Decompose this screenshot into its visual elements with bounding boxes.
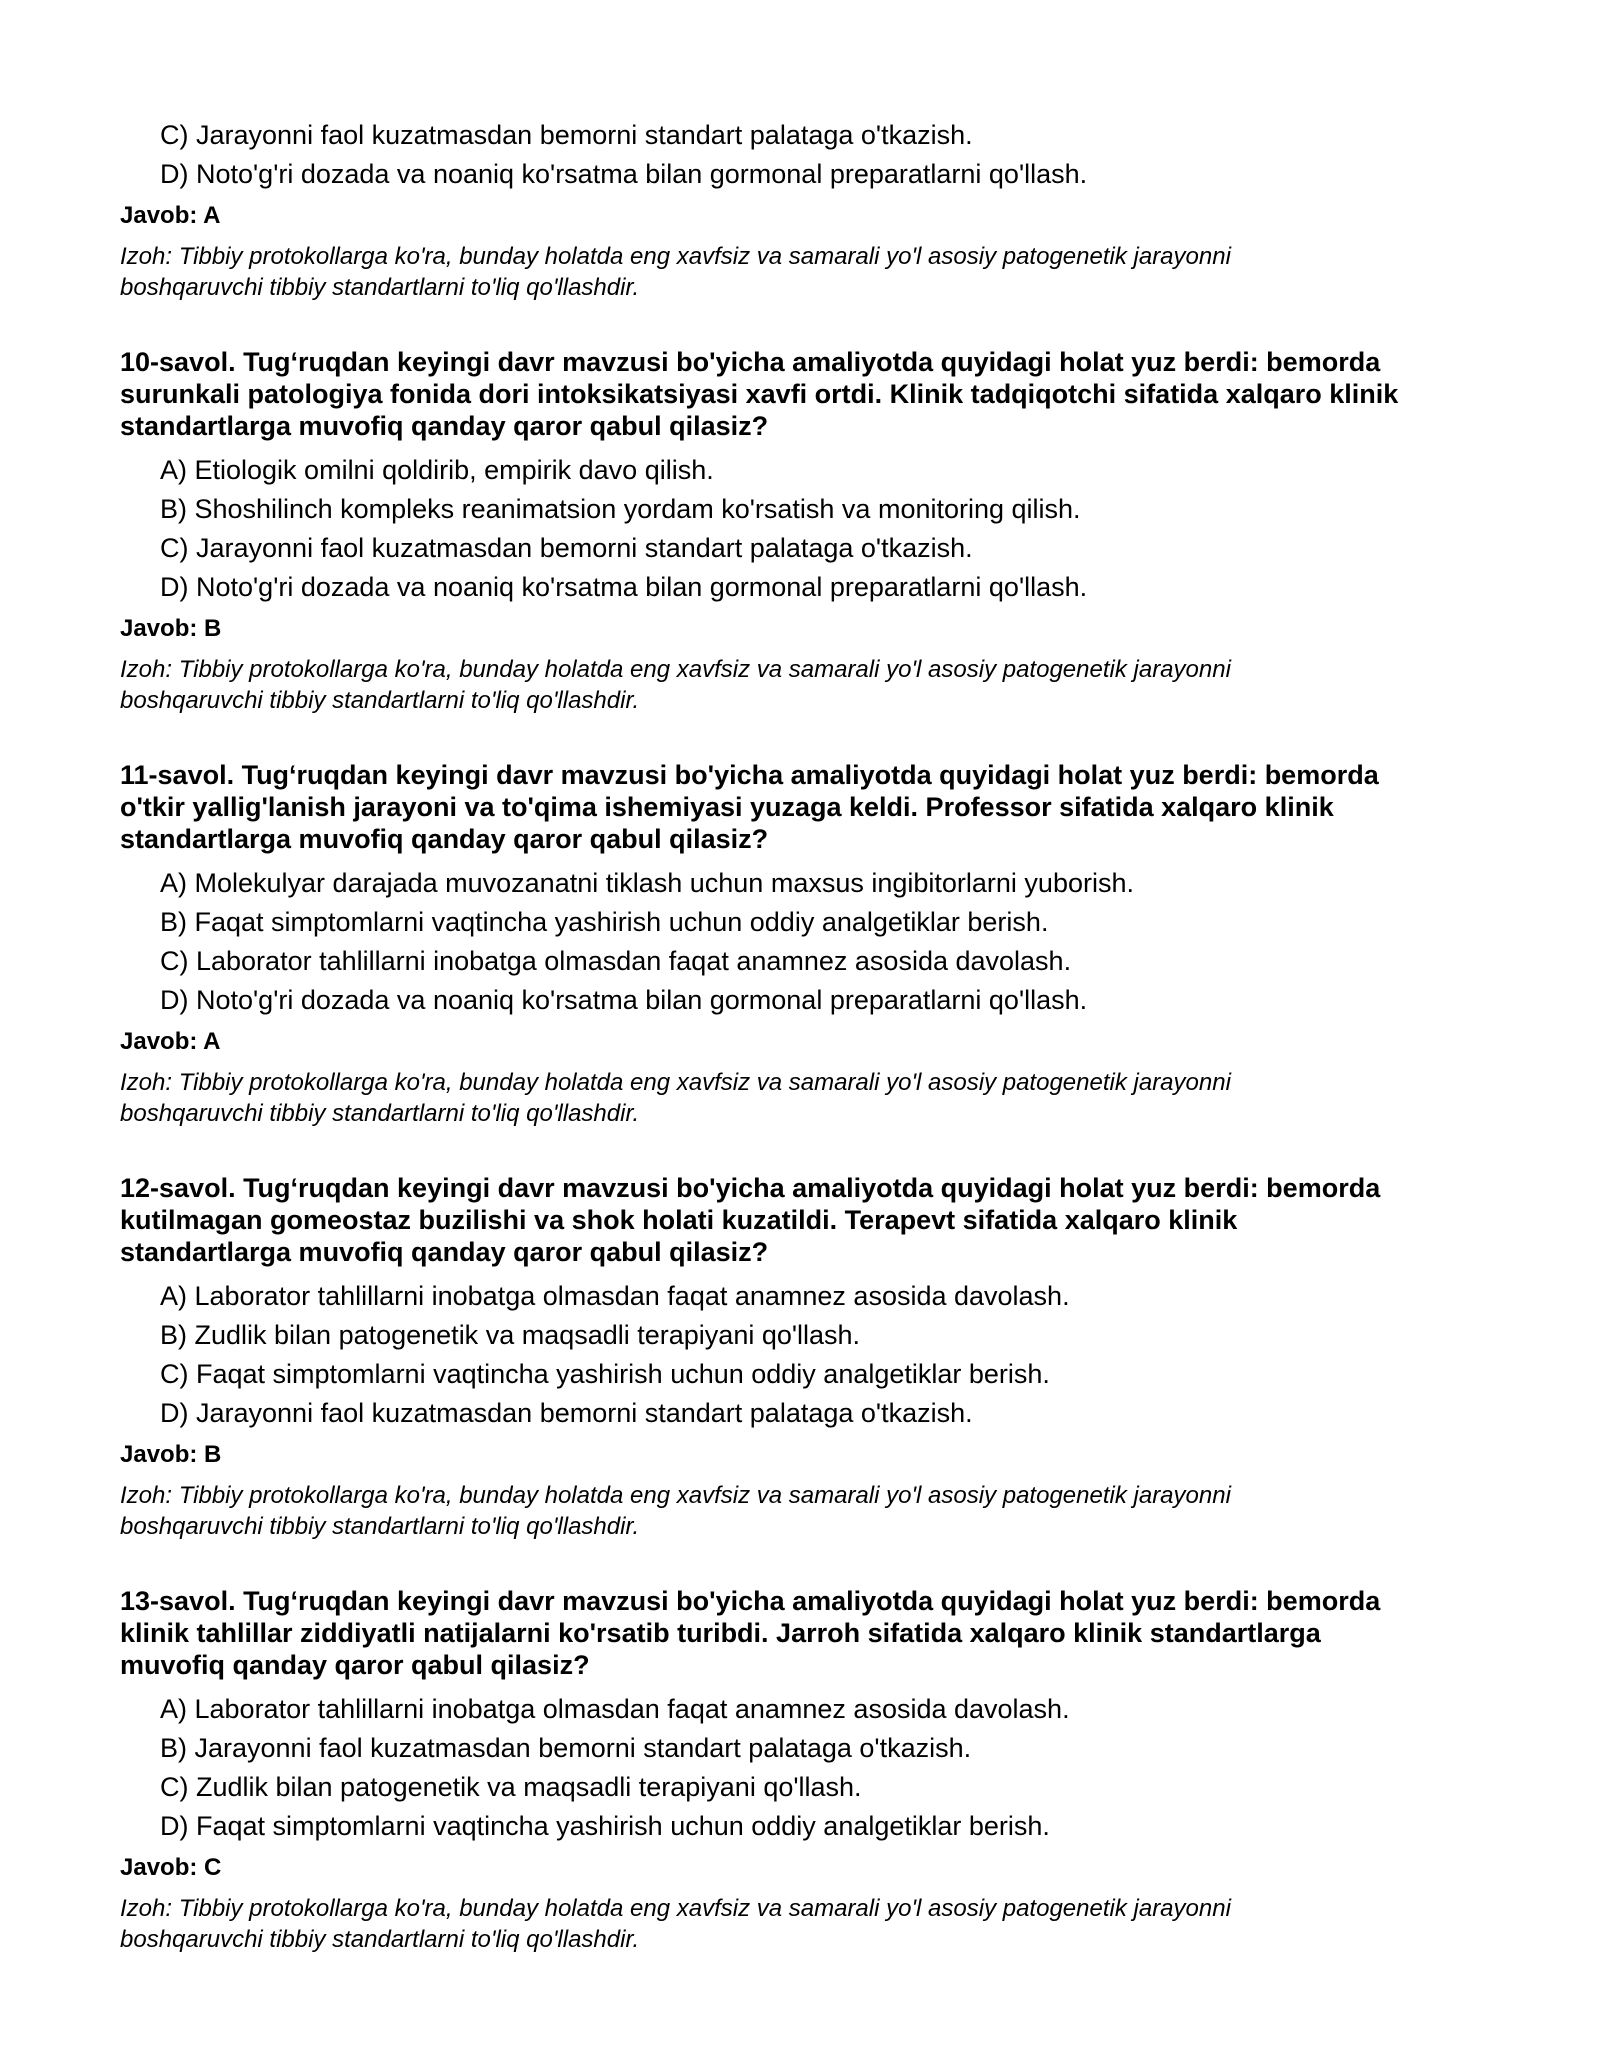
- explanation-line: boshqaruvchi tibbiy standartlarni to'liq qo'llashdir.: [120, 687, 640, 714]
- explanation-line: boshqaruvchi tibbiy standartlarni to'liq qo'llashdir.: [120, 1513, 640, 1540]
- question-line: 13-savol. Tug‘ruqdan keyingi davr mavzusi bo'yicha amaliyotda quyidagi holat yuz berdi: bemorda: [120, 1586, 1381, 1616]
- explanation-line: Izoh: Tibbiy protokollarga ko'ra, bunday holatda eng xavfsiz va samarali yo'l asosiy patogenetik jarayonni: [120, 656, 1231, 683]
- question-line: surunkali patologiya fonida dori intoksikatsiyasi xavfi ortdi. Klinik tadqiqotchi sifatida xalqaro klinik: [120, 379, 1399, 409]
- question-line: 10-savol. Tug‘ruqdan keyingi davr mavzusi bo'yicha amaliyotda quyidagi holat yuz berdi: bemorda: [120, 347, 1381, 377]
- question-line: 11-savol. Tug‘ruqdan keyingi davr mavzusi bo'yicha amaliyotda quyidagi holat yuz berdi: bemorda: [120, 760, 1379, 790]
- question-13: [120, 1585, 1500, 1955]
- option-a: A) Laborator tahlillarni inobatga olmasdan faqat anamnez asosida davolash.: [160, 1694, 1070, 1724]
- explanation-note: [120, 1480, 1500, 1542]
- option-d: D) Noto'g'ri dozada va noaniq ko'rsatma bilan gormonal preparatlarni qo'llash.: [160, 159, 1088, 189]
- explanation-note: [120, 1067, 1500, 1129]
- option-a: A) Etiologik omilni qoldirib, empirik davo qilish.: [160, 455, 714, 485]
- answer-label: Javob: A: [120, 202, 221, 229]
- explanation-line: boshqaruvchi tibbiy standartlarni to'liq qo'llashdir.: [120, 1926, 640, 1953]
- answer-label: Javob: A: [120, 1028, 221, 1055]
- option-b: B) Jarayonni faol kuzatmasdan bemorni standart palataga o'tkazish.: [160, 1733, 972, 1763]
- option-d: D) Noto'g'ri dozada va noaniq ko'rsatma bilan gormonal preparatlarni qo'llash.: [160, 985, 1088, 1015]
- option-a: A) Molekulyar darajada muvozanatni tiklash uchun maxsus ingibitorlarni yuborish.: [160, 868, 1134, 898]
- question-text: [120, 1172, 1500, 1268]
- option-a: A) Laborator tahlillarni inobatga olmasdan faqat anamnez asosida davolash.: [160, 1281, 1070, 1311]
- option-b: B) Shoshilinch kompleks reanimatsion yordam ko'rsatish va monitoring qilish.: [160, 494, 1081, 524]
- question-text: [120, 346, 1500, 442]
- option-d: D) Noto'g'ri dozada va noaniq ko'rsatma bilan gormonal preparatlarni qo'llash.: [160, 572, 1088, 602]
- question-line: standartlarga muvofiq qanday qaror qabul qilasiz?: [120, 1237, 769, 1267]
- question-text: [120, 759, 1500, 855]
- explanation-note: [120, 1893, 1500, 1955]
- question-line: klinik tahlillar ziddiyatli natijalarni ko'rsatib turibdi. Jarroh sifatida xalqaro klinik standartlarga: [120, 1618, 1321, 1648]
- previous-question-tail: [120, 116, 1500, 303]
- option-c: C) Jarayonni faol kuzatmasdan bemorni standart palataga o'tkazish.: [160, 120, 973, 150]
- option-c: C) Laborator tahlillarni inobatga olmasdan faqat anamnez asosida davolash.: [160, 946, 1072, 976]
- answer-label: Javob: B: [120, 615, 222, 642]
- explanation-line: Izoh: Tibbiy protokollarga ko'ra, bunday holatda eng xavfsiz va samarali yo'l asosiy patogenetik jarayonni: [120, 243, 1231, 270]
- question-line: 12-savol. Tug‘ruqdan keyingi davr mavzusi bo'yicha amaliyotda quyidagi holat yuz berdi: bemorda: [120, 1173, 1381, 1203]
- explanation-line: boshqaruvchi tibbiy standartlarni to'liq qo'llashdir.: [120, 274, 640, 301]
- question-11: [120, 759, 1500, 1129]
- explanation-line: boshqaruvchi tibbiy standartlarni to'liq qo'llashdir.: [120, 1100, 640, 1127]
- question-line: kutilmagan gomeostaz buzilishi va shok holati kuzatildi. Terapevt sifatida xalqaro klinik: [120, 1205, 1238, 1235]
- question-line: standartlarga muvofiq qanday qaror qabul qilasiz?: [120, 411, 769, 441]
- option-c: C) Jarayonni faol kuzatmasdan bemorni standart palataga o'tkazish.: [160, 533, 973, 563]
- option-d: D) Jarayonni faol kuzatmasdan bemorni standart palataga o'tkazish.: [160, 1398, 973, 1428]
- option-c: C) Faqat simptomlarni vaqtincha yashirish uchun oddiy analgetiklar berish.: [160, 1359, 1050, 1389]
- explanation-line: Izoh: Tibbiy protokollarga ko'ra, bunday holatda eng xavfsiz va samarali yo'l asosiy patogenetik jarayonni: [120, 1482, 1231, 1509]
- document-page: [120, 116, 1500, 1955]
- explanation-line: Izoh: Tibbiy protokollarga ko'ra, bunday holatda eng xavfsiz va samarali yo'l asosiy patogenetik jarayonni: [120, 1069, 1231, 1096]
- question-line: o'tkir yallig'lanish jarayoni va to'qima ishemiyasi yuzaga keldi. Professor sifatida xalqaro klinik: [120, 792, 1334, 822]
- explanation-line: Izoh: Tibbiy protokollarga ko'ra, bunday holatda eng xavfsiz va samarali yo'l asosiy patogenetik jarayonni: [120, 1895, 1231, 1922]
- option-d: D) Faqat simptomlarni vaqtincha yashirish uchun oddiy analgetiklar berish.: [160, 1811, 1050, 1841]
- question-line: muvofiq qanday qaror qabul qilasiz?: [120, 1650, 590, 1680]
- question-line: standartlarga muvofiq qanday qaror qabul qilasiz?: [120, 824, 769, 854]
- option-c: C) Zudlik bilan patogenetik va maqsadli terapiyani qo'llash.: [160, 1772, 862, 1802]
- option-b: B) Faqat simptomlarni vaqtincha yashirish uchun oddiy analgetiklar berish.: [160, 907, 1049, 937]
- question-10: [120, 346, 1500, 716]
- answer-label: Javob: C: [120, 1854, 222, 1881]
- option-b: B) Zudlik bilan patogenetik va maqsadli terapiyani qo'llash.: [160, 1320, 861, 1350]
- question-12: [120, 1172, 1500, 1542]
- explanation-note: [120, 241, 1500, 303]
- question-text: [120, 1585, 1500, 1681]
- explanation-note: [120, 654, 1500, 716]
- answer-label: Javob: B: [120, 1441, 222, 1468]
